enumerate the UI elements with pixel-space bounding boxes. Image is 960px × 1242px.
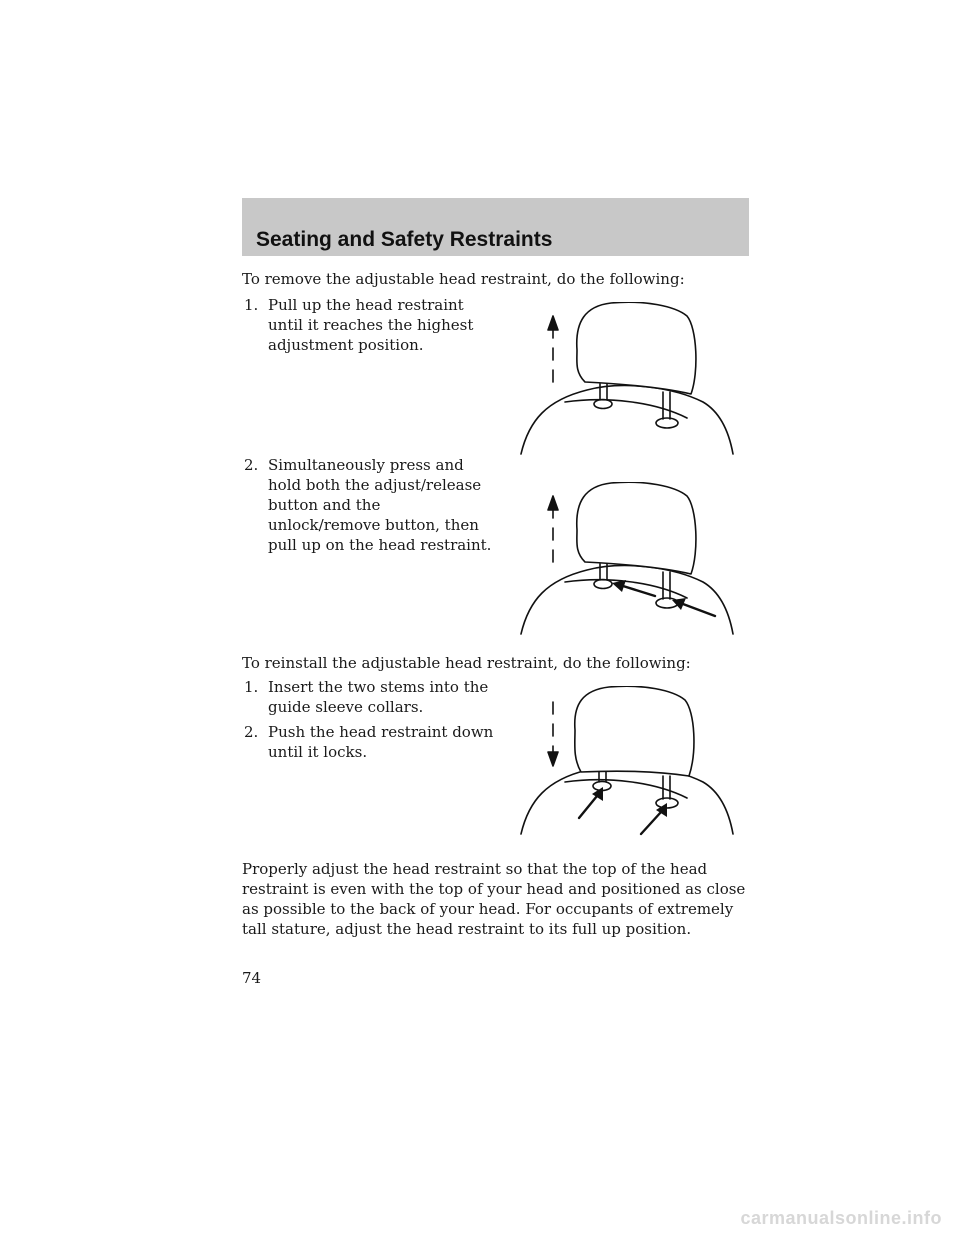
- section-title: Seating and Safety Restraints: [256, 228, 553, 251]
- step-number: 1.: [244, 678, 259, 696]
- reinstall-step-1: [244, 677, 494, 717]
- watermark: carmanualsonline.info: [740, 1208, 942, 1228]
- insert-arrow-left-icon: [579, 787, 603, 818]
- removal-step-2: [244, 455, 494, 555]
- up-arrow-icon: [548, 316, 558, 382]
- seatback-outline: [521, 566, 733, 634]
- step-text: Pull up the head restraint until it reaches the highest adjustment position.: [268, 296, 474, 354]
- up-arrow-icon: [548, 496, 558, 562]
- head-restraint-cushion: [577, 482, 696, 574]
- head-restraint-cushion: [575, 686, 694, 776]
- press-arrow-right-icon: [672, 598, 715, 616]
- reinstall-step-2: [244, 722, 494, 762]
- section-header-bar: [242, 198, 749, 256]
- step-number: 1.: [244, 296, 259, 314]
- removal-step-1: [244, 295, 494, 355]
- reinstall-intro: To reinstall the adjustable head restraint, do the following:: [242, 654, 691, 672]
- seatback-outline: [521, 386, 733, 454]
- removal-intro: To remove the adjustable head restraint, do the following:: [242, 270, 685, 288]
- figure-insert-push-down: [515, 686, 740, 836]
- adjustment-note: Properly adjust the head restraint so that the top of the head restraint is even with the top of your head and positioned as close as possible to the back of your head. For occupants of extremely tall stature, adjust the head restraint to its full up position.: [242, 860, 746, 938]
- figure-press-buttons-pull-up: [515, 482, 740, 637]
- step-number: 2.: [244, 723, 259, 741]
- head-restraint-cushion: [577, 302, 696, 394]
- insert-arrow-right-icon: [641, 803, 667, 834]
- step-text: Push the head restraint down until it locks.: [268, 723, 494, 761]
- step-text: Insert the two stems into the guide sleeve collars.: [268, 678, 489, 716]
- page-number: 74: [242, 969, 262, 987]
- down-arrow-icon: [548, 702, 558, 766]
- step-text: Simultaneously press and hold both the adjust/release button and the unlock/remove button, then pull up on the head restraint.: [268, 456, 492, 554]
- seatback-outline: [521, 766, 733, 834]
- figure-pull-up-head-restraint: [515, 302, 740, 457]
- step-number: 2.: [244, 456, 259, 474]
